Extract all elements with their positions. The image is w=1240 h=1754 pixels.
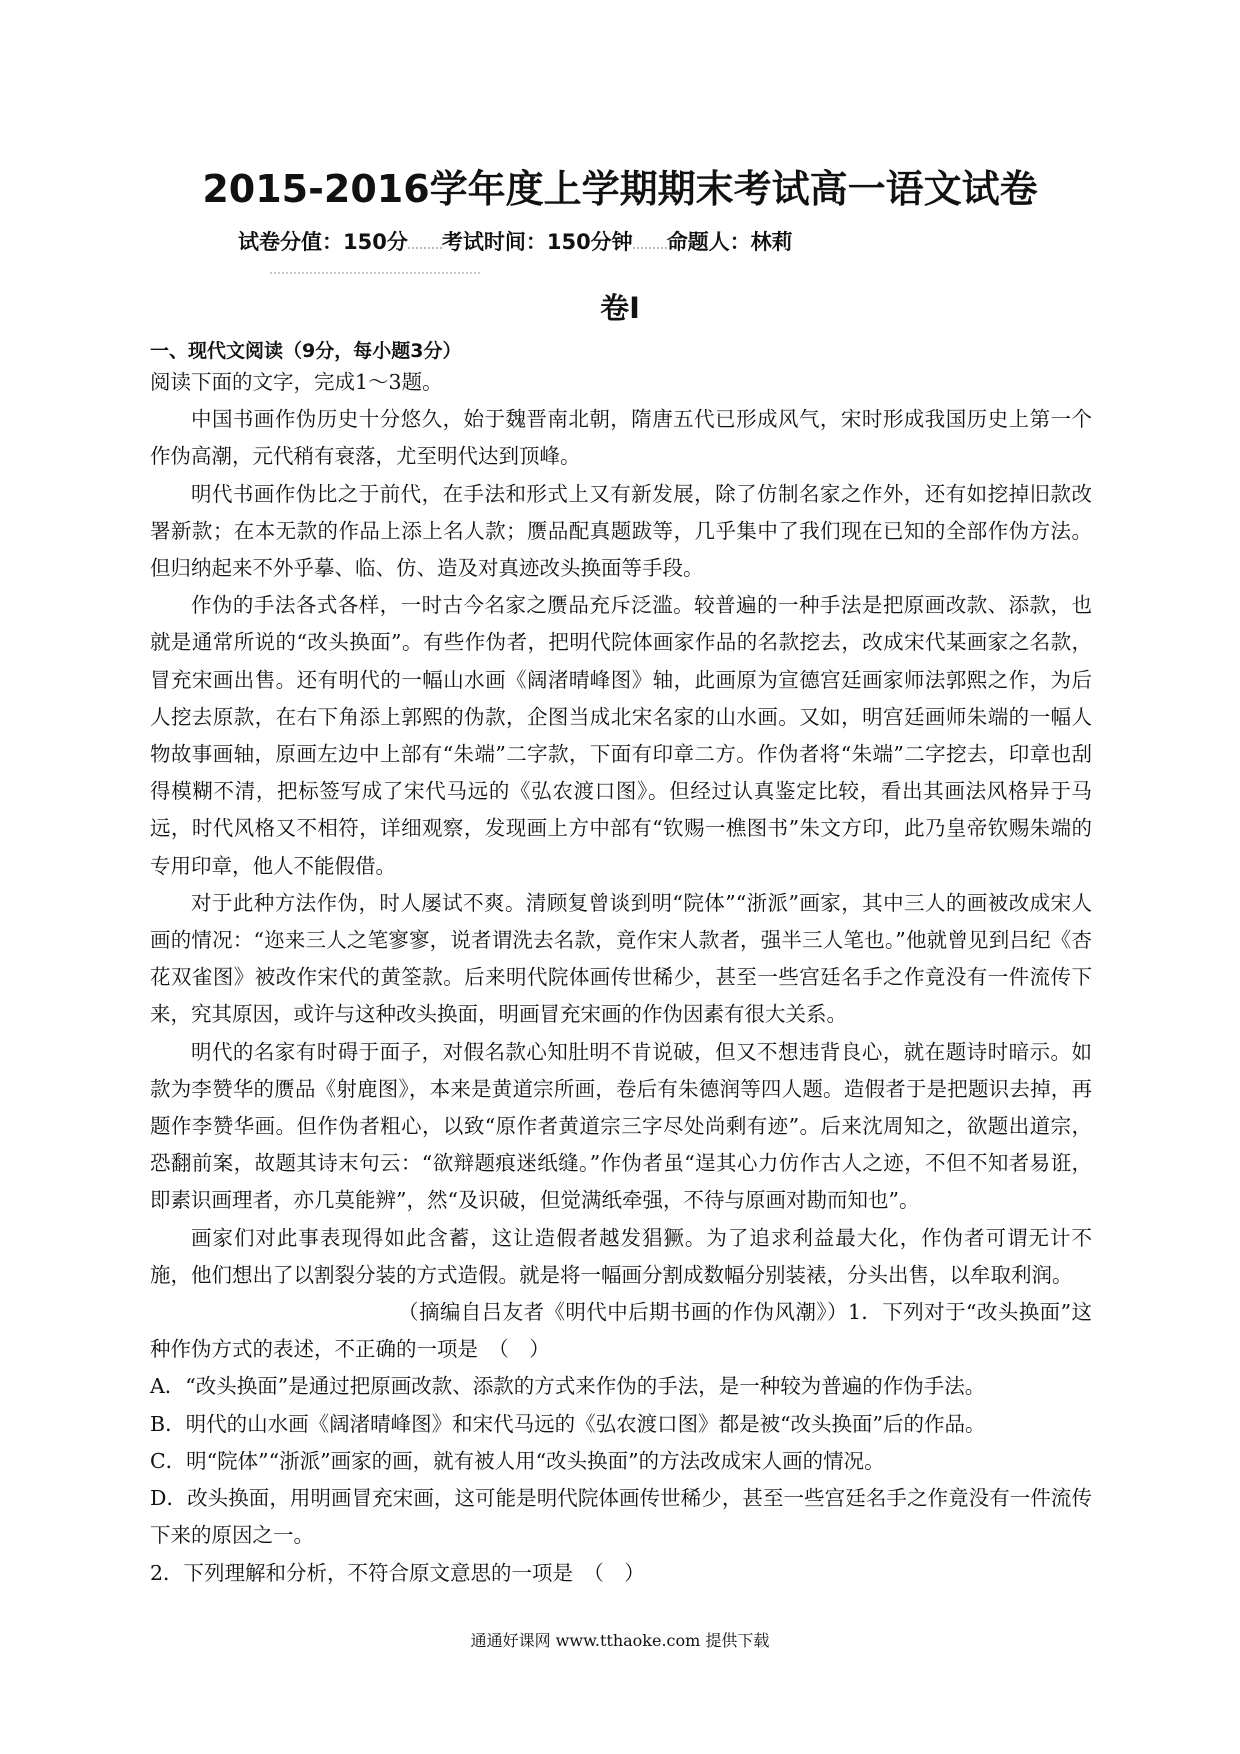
reading-passage [150, 364, 1092, 1592]
paragraph: 明代的名家有时碍于面子，对假名款心知肚明不肯说破，但又不想违背良心，就在题诗时暗示。如款为李赞华的赝品《射鹿图》，本来是黄道宗所画，卷后有朱德润等四人题。造假者于是把题识去掉，再题作李赞华画。但作伪者粗心，以致“原作者黄道宗三字尽处尚剩有迹”。后来沈周知之，欲题出道宗，恐翻前案，故题其诗末句云：“欲辩题痕迷纸缝。”作伪者虽“逞其心力仿作古人之迹，不但不知者易诳，即素识画理者，亦几莫能辨”，然“及识破，但觉满纸牵强，不待与原画对勘而知也”。 [150, 1039, 1092, 1213]
time-info: 考试时间：150分钟 [441, 230, 633, 254]
paragraph: 明代书画作伪比之于前代，在手法和形式上又有新发展，除了仿制名家之作外，还有如挖掉旧款改署新款；在本无款的作品上添上名人款；赝品配真题跋等，几乎集中了我们现在已知的全部作伪方法。但归纳起来不外乎摹、临、仿、造及对真迹改头换面等手段。 [150, 481, 1092, 581]
paragraph: 作伪的手法各式各样，一时古今名家之赝品充斥泛滥。较普遍的一种手法是把原画改款、添款，也就是通常所说的“改头换面”。有些作伪者，把明代院体画家作品的名款挖去，改成宋代某画家之名款，冒充宋画出售。还有明代的一幅山水画《阔渚晴峰图》轴，此画原为宣德宫廷画家师法郭熙之作，为后人挖去原款，在右下角添上郭熙的伪款，企图当成北宋名家的山水画。又如，明宫廷画师朱端的一幅人物故事画轴，原画左边中上部有“朱端”二字款，下面有印章二方。作伪者将“朱端”二字挖去，印章也刮得模糊不清，把标签写成了宋代马远的《弘农渡口图》。但经过认真鉴定比较，看出其画法风格异于马远，时代风格又不相符，详细观察，发现画上方中部有“钦赐一樵图书”朱文方印，此乃皇帝钦赐朱端的专用印章，他人不能假借。 [150, 593, 1092, 878]
dotted-line [270, 272, 480, 276]
paragraph: 中国书画作伪历史十分悠久，始于魏晋南北朝，隋唐五代已形成风气，宋时形成我国历史上第一个作伪高潮，元代稍有衰落，尤至明代达到顶峰。 [150, 407, 1092, 469]
author-info: 命题人：林莉 [666, 230, 793, 254]
option-a: A．“改头换面”是通过把原画改款、添款的方式来作伪的手法，是一种较为普遍的作伪手法。 [150, 1374, 986, 1399]
divider [633, 237, 667, 249]
divider [408, 237, 442, 249]
footer-note: 通通好课网 www.tthaoke.com 提供下载 [470, 1631, 770, 1650]
score-info: 试卷分值：150分 [238, 230, 408, 254]
question-2: 2．下列理解和分析，不符合原文意思的一项是 （ ） [150, 1560, 645, 1585]
exam-meta [238, 226, 793, 256]
source-and-question-1: （摘编自吕友者《明代中后期书画的作伪风潮》）1．下列对于“改头换面”这种作伪方式的表述，不正确的一项是 （ ） [150, 1300, 1092, 1362]
part-label: 卷Ⅰ [600, 291, 640, 325]
page-title: 2015-2016学年度上学期期末考试高一语文试卷 [202, 167, 1038, 211]
option-c: C．明“院体”“浙派”画家的画，就有被人用“改头换面”的方法改成宋人画的情况。 [150, 1448, 885, 1473]
option-b: B．明代的山水画《阔渚晴峰图》和宋代马远的《弘农渡口图》都是被“改头换面”后的作品。 [150, 1411, 986, 1436]
instruction: 阅读下面的文字，完成1～3题。 [150, 370, 443, 394]
paragraph: 对于此种方法作伪，时人屡试不爽。清顾复曾谈到明“院体”“浙派”画家，其中三人的画被改成宋人画的情况：“迩来三人之笔寥寥，说者谓洗去名款，竟作宋人款者，强半三人笔也。”他就曾见到吕纪《杏花双雀图》被改作宋代的黄筌款。后来明代院体画传世稀少，甚至一些宫廷名手之作竟没有一件流传下来，究其原因，或许与这种改头换面，明画冒充宋画的作伪因素有很大关系。 [150, 890, 1092, 1027]
section-heading: 一、现代文阅读（9分，每小题3分） [150, 340, 462, 362]
paragraph: 画家们对此事表现得如此含蓄，这让造假者越发猖獗。为了追求利益最大化，作伪者可谓无计不施，他们想出了以割裂分装的方式造假。就是将一幅画分割成数幅分别装裱，分头出售，以牟取利润。 [150, 1225, 1092, 1287]
option-d: D．改头换面，用明画冒充宋画，这可能是明代院体画传世稀少，甚至一些宫廷名手之作竟没有一件流传下来的原因之一。 [150, 1486, 1092, 1548]
